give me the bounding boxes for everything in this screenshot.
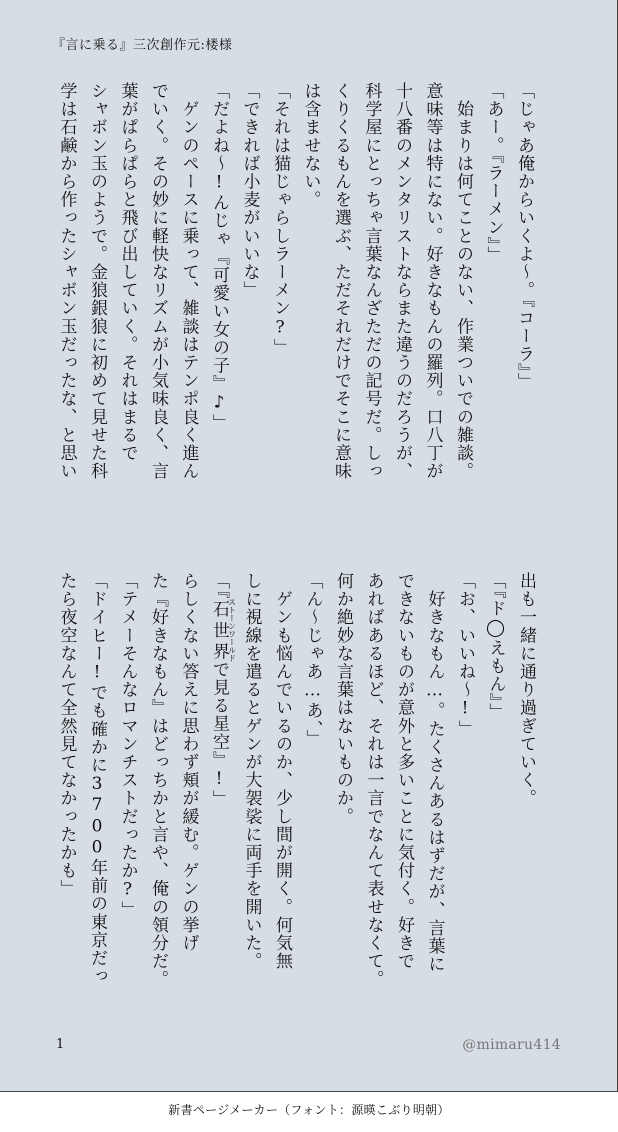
text-line: 十八番のメンタリストならまた違うのだろうが、 — [392, 82, 412, 481]
text-line: しに視線を遣るとゲンが大袈裟に両手を開いた。 — [241, 572, 262, 971]
text-line: 「テメーそんなロマンチストだったか?」 — [117, 572, 138, 919]
footer-credit: 新書ページメーカー（フォント：源暎こぶり明朝） — [168, 1103, 450, 1117]
page-number: 1 — [56, 1037, 65, 1052]
text-line: 「ん〜じゃあ…あ、」 — [302, 572, 323, 748]
text-line: らしくない答えに思わず頬が緩む。ゲンの挙げ — [178, 572, 199, 953]
text-line: 何か絶妙な言葉はないものか。 — [333, 572, 353, 826]
text-line: くりくるもんを選ぶ、ただそれだけでそこに意味 — [331, 82, 351, 481]
text-line: 「じゃあ俺からいくよ〜。『コーラ』」 — [514, 82, 534, 391]
page-header-title: 『言に乗る』三次創作元:楼様 — [52, 38, 233, 53]
ruby-base: 石世界 — [209, 598, 229, 663]
text-line: 始まりは何てことのない、作業ついでの雑談。 — [453, 82, 473, 481]
text-line: たら夜空なんて全然見てなかったかも」 — [56, 572, 77, 898]
text-line: でいく。その妙に軽快なリズムが小気味良く、言 — [148, 82, 168, 481]
text-line: 意味等は特にない。好きなもんの羅列。口八丁が — [422, 82, 443, 481]
ruby-reading: ストーンワールド — [227, 598, 237, 663]
text-line: 「お、いいね〜!」 — [455, 572, 475, 738]
text-line: 好きなもん…。たくさんあるはずだが、言葉に — [424, 572, 445, 974]
ruby-annotation — [209, 598, 237, 663]
text-line: た『好きなもん』はどっちかと言や、俺の領分だ。 — [148, 572, 168, 989]
author-handle: @mimaru414 — [462, 1037, 561, 1053]
text-line: 「それは猫じゃらしラーメン?」 — [270, 82, 290, 357]
text-line: は含ませない。 — [300, 82, 321, 209]
text-line: 「あー。『ラーメン』」 — [483, 82, 504, 265]
text-line: 「『ド◯えもん』」 — [485, 572, 506, 721]
text-line: ゲンのペースに乗って、雑談はテンポ良く進ん — [178, 82, 199, 481]
text-line-with-ruby: 「『石世界ストーンワールドで見る星空』!」 — [209, 572, 237, 809]
text-line: 葉がぱらぱらと飛び出していく。それはまるで — [117, 82, 138, 463]
text-line: シャボン玉のようで。金狼銀狼に初めて見せた科 — [87, 82, 107, 481]
text-line: 出も一緒に通り過ぎていく。 — [516, 572, 536, 808]
lower-text-block — [51, 572, 541, 995]
text-line: 「ドイヒー!でも確かに3700年前の東京だっ — [87, 572, 107, 986]
text-line: あればあるほど、それは一言でなんて表せなくて。 — [363, 572, 384, 989]
text-line: 科学屋にとっちゃ言葉なんざただの記号だ。しっ — [361, 82, 382, 481]
text-line: 「だよね〜!んじゃ『可愛い女の子』♪」 — [209, 82, 229, 432]
text-line: できないものが意外と多いことに気付く。好きで — [394, 572, 414, 971]
upper-text-block — [51, 82, 539, 505]
text-line: ゲンも悩んでいるのか、少し間が開く。何気無 — [272, 572, 292, 971]
text-line: 学は石鹸から作ったシャボン玉だったな、と思い — [56, 82, 77, 481]
text-line: 「できれば小麦がいいな」 — [239, 82, 260, 300]
